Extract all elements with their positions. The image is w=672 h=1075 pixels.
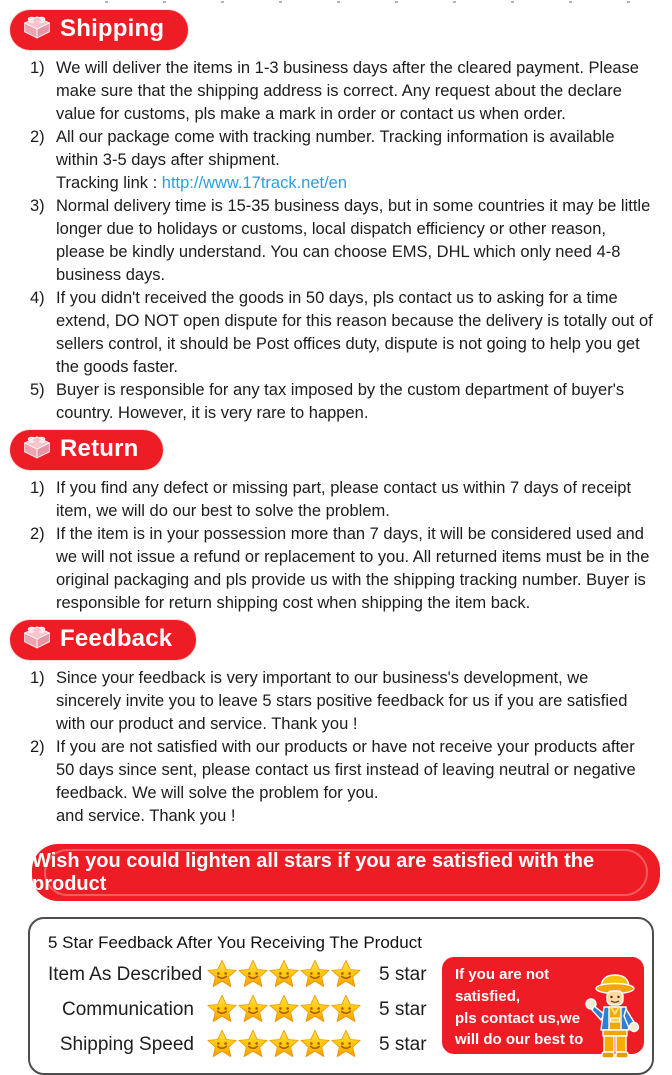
- row-value: 5 star: [379, 963, 427, 985]
- smiley-star-icon: [237, 994, 269, 1025]
- item-text: If you find any defect or missing part, please contact us within 7 days of receipt item, we will do our best to solve the problem.: [56, 479, 632, 520]
- row-label: Shipping Speed: [59, 1033, 194, 1055]
- section-badge-feedback: [10, 620, 196, 660]
- item-text: Normal delivery time is 15-35 business days, but in some countries it may be little longer due to holidays or customs, local dispatch efficiency or other reason, please be kindly understand. You can choose EMS, DHL which only need 4-8 business days.: [56, 197, 651, 284]
- lego-brick-icon: [22, 13, 52, 40]
- item-text: [56, 736, 656, 828]
- list-item: [30, 736, 660, 828]
- item-number: 1): [30, 59, 45, 77]
- wish-banner-text: Wish you could lighten all stars if you are satisfied with the product: [32, 849, 595, 895]
- section-title-feedback: Feedback: [60, 625, 173, 652]
- smiley-star-icon: [330, 959, 362, 990]
- item-number: 4): [30, 289, 45, 307]
- item-number: 2): [30, 738, 45, 756]
- section-title-return: Return: [60, 435, 139, 462]
- feedback-box-title: 5 Star Feedback After You Receiving The Product: [48, 933, 422, 952]
- smiley-star-icon: [237, 1029, 269, 1060]
- row-label: Communication: [62, 998, 194, 1020]
- smiley-star-icon: [206, 959, 238, 990]
- smiley-star-icon: [299, 994, 331, 1025]
- lego-brick-icon: [22, 623, 52, 650]
- item-text: We will deliver the items in 1-3 business days after the cleared payment. Please make sure that the shipping address is correct. Any request about the declare value for customs, pls make a mark in order or contact us when order.: [56, 59, 639, 123]
- item-number: 2): [30, 525, 45, 543]
- row-value: 5 star: [379, 1033, 427, 1055]
- item-number: 5): [30, 381, 45, 399]
- item-text: If you didn't received the goods in 50 days, pls contact us to asking for a time extend, DO NOT open dispute for this reason because the delivery is totally out of sellers control, it should be Post offices duty, dispute is not going to help you get the goods faster.: [56, 289, 653, 376]
- list-item: [30, 477, 660, 523]
- notice-line: solve it.: [455, 1053, 511, 1070]
- smiley-star-icon: [330, 1029, 362, 1060]
- feedback-list: [30, 667, 660, 828]
- section-badge-return: [10, 430, 163, 470]
- item-text-extra: and service. Thank you !: [56, 807, 236, 825]
- star-rating: [206, 1029, 371, 1060]
- lego-brick-icon-slot: [22, 433, 52, 465]
- list-item: [30, 287, 660, 379]
- item-text-body: All our package come with tracking number. Tracking information is available within 3-5 days after shipment.: [56, 128, 615, 169]
- satisfaction-notice-card: [442, 957, 644, 1070]
- star-rating: [206, 994, 371, 1025]
- lego-brick-icon-slot: [22, 13, 52, 45]
- section-badge-shipping: [10, 10, 188, 50]
- item-text: If the item is in your possession more than 7 days, it will be considered used and we will not issue a refund or replacement to you. All returned items must be in the original packaging and pls provide us with the shipping tracking number. Buyer is responsible for return shipping cost when shipping the item back.: [56, 525, 650, 612]
- item-text-body: If you are not satisfied with our products or have not receive your products after 50 days since sent, please contact us first instead of leaving neutral or negative feedback. We will solve the problem for you.: [56, 738, 636, 802]
- star-rating: [206, 959, 371, 990]
- lego-brick-icon-slot: [22, 623, 52, 655]
- row-label: Item As Described: [48, 963, 203, 985]
- smiley-star-icon: [206, 994, 238, 1025]
- section-title-shipping: Shipping: [60, 15, 165, 42]
- smiley-star-icon: [237, 959, 269, 990]
- five-star-feedback-box: [28, 917, 654, 1075]
- list-item: [30, 523, 660, 615]
- shipping-list: [30, 57, 660, 425]
- tracking-label: Tracking link :: [56, 174, 162, 192]
- smiley-star-icon: [268, 1029, 300, 1060]
- tracking-link[interactable]: http://www.17track.net/en: [161, 174, 348, 192]
- item-number: 3): [30, 197, 45, 215]
- notice-line: If you are not satisfied,: [455, 966, 550, 1005]
- row-value: 5 star: [379, 998, 427, 1020]
- list-item: [30, 667, 660, 736]
- tracking-line: [56, 172, 656, 195]
- list-item: [30, 126, 660, 195]
- smiley-star-icon: [268, 959, 300, 990]
- list-item: [30, 57, 660, 126]
- lego-brick-icon: [22, 433, 52, 460]
- lego-builder-figure-icon: [584, 970, 646, 1062]
- smiley-star-icon: [206, 1029, 238, 1060]
- item-number: 1): [30, 479, 45, 497]
- item-text: Buyer is responsible for any tax imposed by the custom department of buyer's country. However, it is very rare to happen.: [56, 381, 625, 422]
- item-text: Since your feedback is very important to our business's development, we sincerely invite you to leave 5 stars positive feedback for us if you are satisfied with our product and service. Thank you !: [56, 669, 628, 733]
- list-item: [30, 195, 660, 287]
- item-number: 1): [30, 669, 45, 687]
- smiley-star-icon: [268, 994, 300, 1025]
- list-item: [30, 379, 660, 425]
- smiley-star-icon: [330, 994, 362, 1025]
- smiley-star-icon: [299, 959, 331, 990]
- item-text: [56, 126, 656, 195]
- notice-line: will do our best to: [455, 1031, 584, 1049]
- cropped-text-remnant: [105, 0, 642, 5]
- item-number: 2): [30, 128, 45, 146]
- wish-banner: [32, 844, 660, 901]
- notice-line: pls contact us,we: [455, 1009, 581, 1027]
- return-list: [30, 477, 660, 615]
- smiley-star-icon: [299, 1029, 331, 1060]
